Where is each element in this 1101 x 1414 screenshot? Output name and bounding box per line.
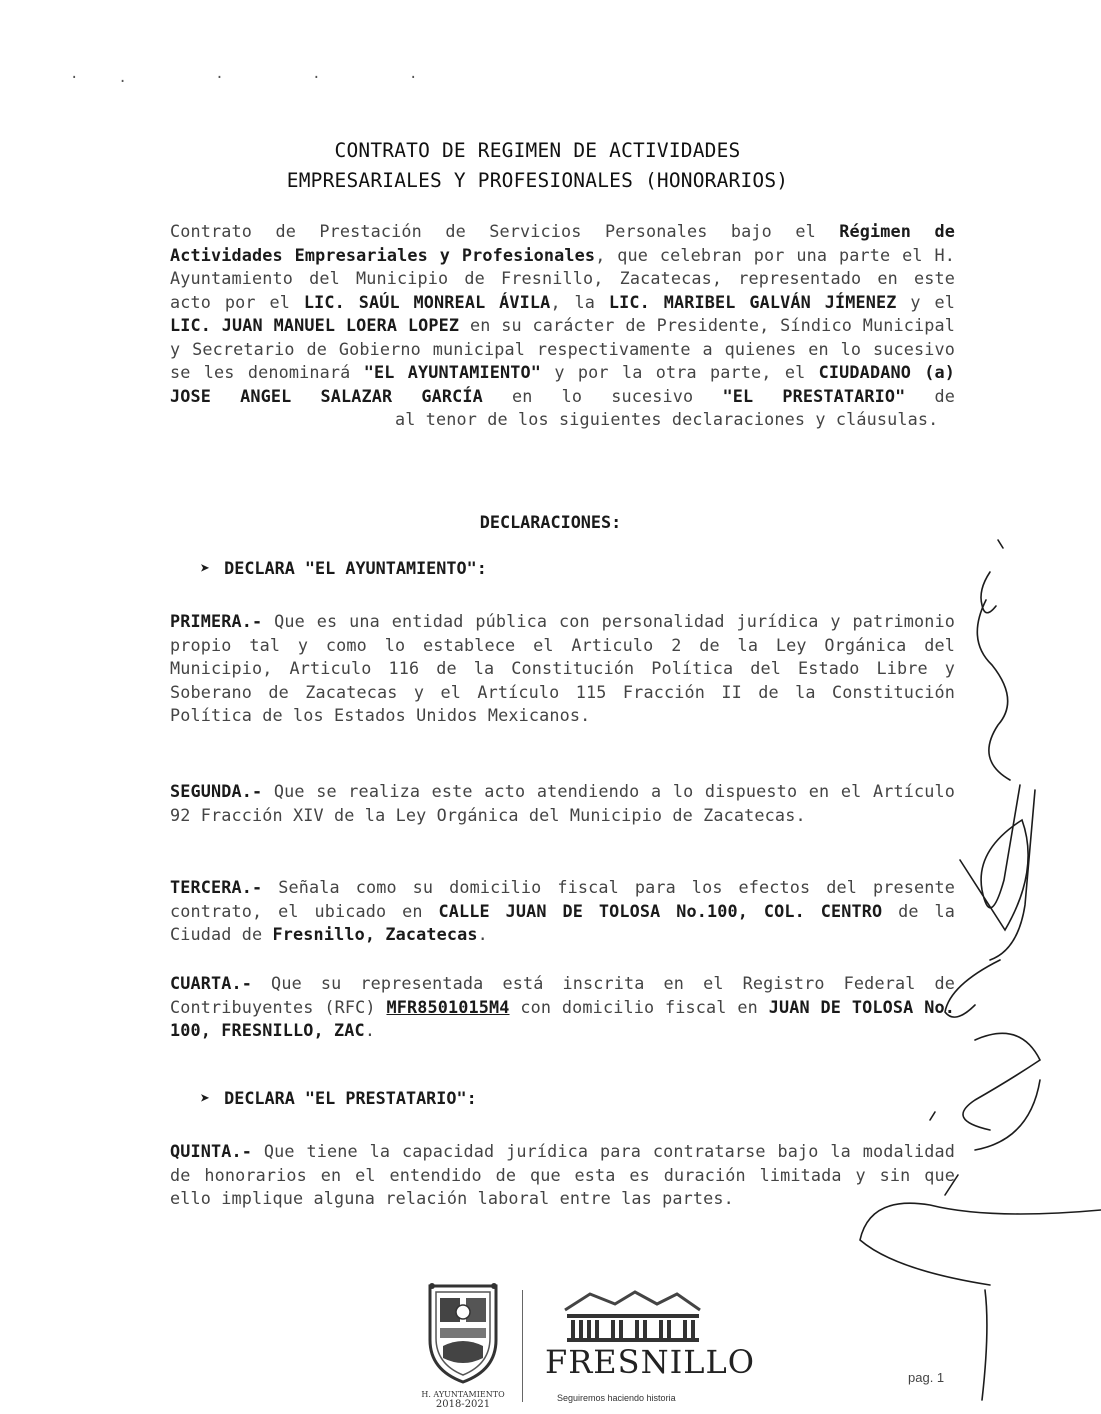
cuarta-text-2: con domicilio fiscal en [509,996,769,1017]
ayuntamiento-heading [200,558,487,578]
brand-slogan: Seguiremos haciendo historia [557,1393,676,1403]
ayuntamiento-seal [418,1278,508,1412]
cuarta-text-3: . [364,1020,376,1040]
presidente-name: LIC. SAÚL MONREAL ÁVILA [303,291,551,312]
ciudad: Fresnillo, Zacatecas [272,924,478,944]
ayuntamiento-term: "EL AYUNTAMIENTO" [363,362,542,382]
intro-paragraph [170,220,955,432]
intro-text-4: y el [896,291,955,312]
intro-text-6: y por la otra parte, el [541,362,819,382]
domicilio-rfc: JUAN DE TOLOSA No. 100, FRESNILLO, ZAC [170,996,955,1040]
fresnillo-building-icon [545,1288,720,1344]
sindico-name: LIC. MARIBEL GALVÁN JÍMENEZ [608,291,897,312]
segunda-text: Que se realiza este acto atendiendo a lo dispuesto en el Artículo 92 Fracción XIV de la Ley Orgánica del Municipio de Zacatecas. [170,781,955,825]
quinta-paragraph [170,1140,955,1211]
intro-text-9: al tenor de los siguientes declaraciones y cláusulas. [395,409,939,429]
cuarta-text-1: Que su representada está inscrita en el Registro Federal de Contribuyentes (RFC) [170,973,955,1017]
intro-text-5: en su carácter de Presidente, Síndico Municipal y Secretario de Gobierno municipal respectivamente a quienes en lo sucesivo se les denominará [170,315,955,382]
arrowhead-bullet-icon: ➤ [200,558,211,578]
ayuntamiento-label: H. AYUNTAMIENTO [421,1390,505,1399]
tercera-text-1: Señala como su domicilio fiscal para los efectos del presente contrato, el ubicado en [170,877,955,921]
ayuntamiento-caption [418,1390,508,1410]
title-line-2: EMPRESARIALES Y PROFESIONALES (HONORARIOS) [286,169,789,192]
brand-name: FRESNILLO [545,1343,755,1381]
quinta-text: Que tiene la capacidad jurídica para contratarse bajo la modalidad de honorarios en el entendido de que esta es duración limitada y sin que ello implique alguna relación laboral entre las partes. [170,1141,955,1208]
primera-label: PRIMERA.- [170,611,263,631]
intro-text-8: de [905,385,955,406]
intro-text-1: Contrato de Prestación de Servicios Personales bajo el [170,221,840,241]
regimen-name: Régimen de Actividades Empresariales y Profesionales [170,221,955,265]
intro-text-2: , que celebran por una parte el H. Ayuntamiento del Municipio de Fresnillo, Zacatecas, representado en este acto por el [170,244,955,312]
segunda-label: SEGUNDA.- [170,781,263,801]
coat-of-arms-icon [418,1278,508,1388]
periodo-label: 2018-2021 [435,1399,491,1410]
prestatario-term: "EL PRESTATARIO" [722,385,906,406]
arrowhead-bullet-icon: ➤ [200,1088,211,1108]
primera-paragraph [170,610,955,728]
secretario-name: LIC. JUAN MANUEL LOERA LOPEZ [170,315,460,335]
document-title [0,136,1075,196]
prestatario-heading-text: DECLARA "EL PRESTATARIO": [224,1088,477,1108]
prestatario-heading [200,1088,477,1108]
tercera-text-3: . [477,924,488,944]
page-number: pag. 1 [908,1370,945,1385]
cuarta-paragraph [170,972,955,1043]
quinta-label: QUINTA.- [170,1141,253,1161]
domicilio-fiscal: CALLE JUAN DE TOLOSA No.100, COL. CENTRO [438,900,883,921]
rfc-value: MFR8501015M4 [386,996,510,1017]
title-line-1: CONTRATO DE REGIMEN DE ACTIVIDADES [334,139,741,162]
tercera-paragraph [170,876,955,947]
scan-specks: ·. · · · [70,70,458,86]
ayuntamiento-heading-text: DECLARA "EL AYUNTAMIENTO": [224,558,487,578]
intro-text-3: , la [550,291,609,312]
cuarta-label: CUARTA.- [170,973,253,993]
declaraciones-heading: DECLARACIONES: [479,512,622,532]
intro-text-7: en lo sucesivo [482,385,723,406]
ciudadano-name: CIUDADANO (a) JOSE ANGEL SALAZAR GARCÍA [170,362,956,406]
fresnillo-logo [545,1288,755,1408]
segunda-paragraph [170,780,955,827]
primera-text: Que es una entidad pública con personalidad jurídica y patrimonio propio tal y como lo establece el Articulo 2 de la Ley Orgánica del Municipio, Articulo 116 de la Constitución Política del Estado Libre y Soberano de Zacatecas y el Artículo 115 Fracción II de la Constitución Política de los Estados Unidos Mexicanos. [170,611,955,725]
tercera-label: TERCERA.- [170,877,263,897]
tercera-text-2: de la Ciudad de [170,900,955,944]
footer-divider [522,1290,523,1402]
